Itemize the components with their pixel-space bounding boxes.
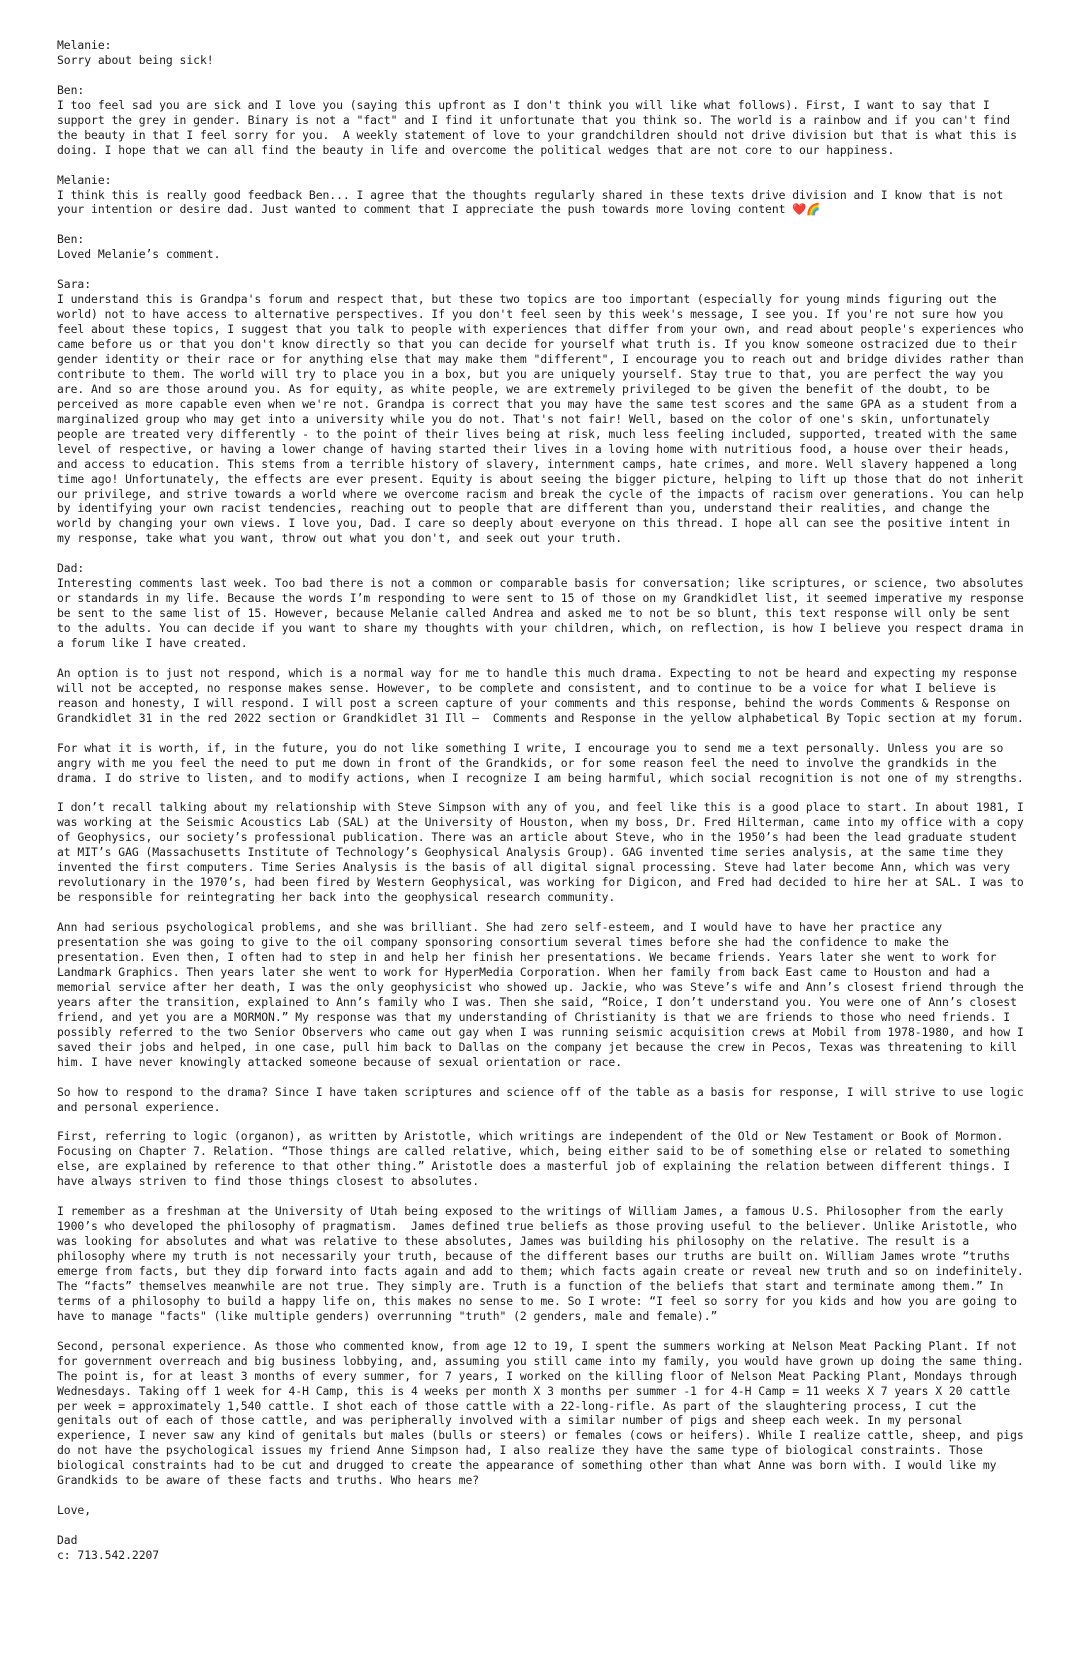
signature-name: Dad — [57, 1533, 78, 1548]
response-paragraph: I remember as a freshman at the University of Utah being exposed to the writings of William James, a famous U.S. Philosopher from the early 1900’s who developed the philosophy of pragmatism. James defined true beliefs as those proving useful to the believer. Unlike Aristotle, who was looking for absolutes and what was relative to these absolutes, James was building his philosophy on the relative. The result is a philosophy where my truth is not necessarily your truth, because of the different bases our truths are built on. William James wrote “truths emerge from facts, but they dip forward into facts again and add to them; which facts again create or reveal new truth and so on indefinitely. The “facts” themselves meanwhile are not true. They simply are. Truth is a function of the beliefs that start and terminate among them.” In terms of a philosophy to build a happy life on, this makes no sense to me. So I wrote: “I feel so sorry for you kids and how you are going to have to manage "facts" (like multiple genders) overrunning "truth" (2 genders, male and female).” — [57, 1204, 1031, 1323]
response-paragraph: Second, personal experience. As those who commented know, from age 12 to 19, I spent the summers working at Nelson Meat Packing Plant. If not for government overreach and big business lobbying, and, assuming you still came into my family, you would have grown up doing the same thing. The point is, for at least 3 months of every summer, for 7 years, I worked on the killing floor of Nelson Meat Packing Plant, Mondays through Wednesdays. Taking off 1 week for 4-H Camp, this is 4 weeks per month X 3 months per summer -1 for 4-H Camp = 11 weeks X 7 years X 20 cattle per week = approximately 1,540 cattle. I shot each of those cattle with a 22-long-rifle. As part of the slaughtering process, I cut the genitals out of each of those cattle, and was peripherally involved with a similar number of pigs and sheep each week. In my personal experience, I never saw any kind of genitals but males (bulls or steers) or females (cows or heifers). While I realize cattle, sheep, and pigs do not have the psychological issues my friend Anne Simpson had, I also realize they have the same type of biological constraints. Those biological constraints had to be cut and drugged to create the appearance of something other than what Anne was born with. I would like my Grandkids to be aware of these facts and truths. Who hears me? — [57, 1338, 1031, 1488]
response-paragraph: I don’t recall talking about my relationship with Steve Simpson with any of you, and feel like this is a good place to start. In about 1981, I was working at the Seismic Acoustics Lab (SAL) at the University of Houston, when my boss, Dr. Fred Hilterman, came into my office with a copy of Geophysics, our society’s professional publication. There was an article about Steve, who in the 1950’s had been the lead graduate student at MIT’s GAG (Massachusetts Institute of Technology’s Geophysical Analysis Group). GAG invented time series analysis, at the same time they invented the first computers. Time Series Analysis is the basis of all digital signal processing. Steve had later become Ann, which was very revolutionary in the 1970’s, had been fired by Western Geophysical, was working for Digicon, and Fred had decided to hire her at SAL. I was to be responsible for reintegrating her back into the geophysical research community. — [57, 800, 1031, 905]
comment-sara — [57, 277, 1031, 546]
comment-text: I think this is really good feedback Ben... I agree that the thoughts regularly shared in these texts drive division and I know that is not your intention or desire dad. Just wanted to comment that I appreciate the push towards more loving content ❤️🌈 — [57, 187, 1011, 217]
response-paragraph: For what it is worth, if, in the future, you do not like something I write, I encourage you to send me a text personally. Unless you are so angry with me you feel the need to put me down in front of the Grandkids, or for some reason feel the need to involve the grandkids in the drama. I do strive to listen, and to modify actions, when I recognize I am being harmful, which social recognition is not one of my strengths. — [57, 740, 1024, 785]
closing-block — [57, 1503, 1027, 1518]
speaker-name: Melanie: — [57, 172, 112, 187]
response-paragraph: An option is to just not respond, which is a normal way for me to handle this much drama. Expecting to not be heard and expecting my response will not be accepted, no response makes sense. However, to be complete and consistent, and to continue to be a voice for what I believe is reason and honesty, I will respond. I will post a screen capture of your comments and this response, behind the words Comments & Response on Grandkidlet 31 in the red 2022 section or Grandkidlet 31 Ill – Comments and Response in the yellow alphabetical By Topic section at my forum. — [57, 665, 1024, 725]
phone-number: c: 713.542.2207 — [57, 1548, 160, 1563]
comment-text: I understand this is Grandpa's forum and respect that, but these two topics are too important (especially for young minds figuring out the world) not to have access to alternative perspectives. If you don't feel seen by this week's message, I see you. If you're not sure how you feel about these topics, I suggest that you talk to people with experiences that differ from your own, and read about people's experiences who came before us or that you don't know directly so that you can decide for yourself what truth is. If you know someone ostracized due to their gender identity or their race or for anything else that may make them "different", I encourage you to reach out and bridge divides rather than contribute to them. The world will try to place you in a box, but you are uniquely yourself. Stay true to that, you are perfect the way you are. And so are those around you. As for equity, as white people, we are extremely privileged to be given the benefit of the doubt, to be perceived as more capable even when we're not. Grandpa is correct that you may have the same test scores and the same GPA as a student from a marginalized group who may get into a university while you do not. That's not fair! Well, based on the color of one's skin, unfortunately people are treated very differently - to the point of their lives being at risk, much less feeling included, supported, treated with the same level of respective, or having a lower change of having started their lives in a loving home with nutritious food, a house over their heads, and access to education. This stems from a terrible history of slavery, internment camps, hate crimes, and more. Well slavery happened a long time ago! Unfortunately, the effects are ever present. Equity is about seeing the bigger picture, helping to lift up those that do not inherit our privilege, and strive towards a world where we overcome racism and break the cycle of the impacts of racism over generations. You can help by identifying your own racist tendencies, reaching out to people that are different than you, understand their realities, and change the world by changing your own views. I love you, Dad. I care so deeply about everyone on this thread. I hope all can see the positive intent in my response, take what you want, throw out what you don't, and seek out your truth. — [57, 292, 1031, 546]
comment-text: I too feel sad you are sick and I love you (saying this upfront as I don't think you will like what follows). First, I want to say that I support the grey in gender. Binary is not a "fact" and I find it unfortunate that you think so. The world is a rainbow and if you can't find the beauty in that I feel sorry for you. A weekly statement of love to your grandchildren should not drive division but that is what this is doing. I hope that we can all find the beauty in life and overcome the political wedges that are not core to our happiness. — [57, 97, 1024, 157]
comment-ben-1 — [57, 83, 1027, 158]
speaker-name: Ben: — [57, 232, 85, 247]
speaker-name: Sara: — [57, 277, 92, 292]
comment-melanie-2 — [57, 173, 1027, 218]
response-paragraph: First, referring to logic (organon), as written by Aristotle, which writings are independent of the Old or New Testament or Book of Mormon. Focusing on Chapter 7. Relation. “Those things are called relative, which, being either said to be of something else or related to something else, are explained by reference to that other thing.” Aristotle does a masterful job of explaining the relation between different things. I have always striven to find those things closest to absolutes. — [57, 1129, 1017, 1189]
comment-text: Sorry about being sick! — [57, 52, 214, 67]
response-paragraph: So how to respond to the drama? Since I have taken scriptures and science off of the table as a basis for response, I will strive to use logic and personal experience. — [57, 1084, 1031, 1114]
comment-melanie-1 — [57, 38, 1027, 68]
message-document — [57, 38, 1031, 1578]
response-dad — [57, 561, 1031, 1488]
signature-block — [57, 1533, 1027, 1563]
response-paragraph: Ann had serious psychological problems, and she was brilliant. She had zero self-esteem, and I would have to have her practice any presentation she was going to give to the oil company sponsoring consortium several times before she had the confidence to make the presentation. Even then, I often had to step in and help her finish her presentations. We became friends. Years later she went to work for Landmark Graphics. Then years later she went to work for HyperMedia Corporation. When her family from back East came to Houston and had a memorial service after her death, I was the only geophysicist who showed up. Jackie, who was Steve’s wife and Ann’s closest friend through the years after the transition, explained to Ann’s family who I was. Then she said, “Roice, I don’t understand you. You were one of Ann’s closest friend, and yet you are a MORMON.” My response was that my understanding of Christianity is that we are friends to those who need friends. I possibly referred to the two Senior Observers who came out gay when I was running seismic acquisition crews at Mobil from 1978-1980, and how I saved their jobs and helped, in one case, pull him back to Dallas on the company jet because the crew in Pecos, Texas was threatening to kill him. I have never knowingly attacked someone because of sexual orientation or race. — [57, 920, 1031, 1069]
comment-text: Loved Melanie’s comment. — [57, 247, 221, 262]
speaker-name: Dad: — [57, 561, 85, 576]
closing-text: Love, — [57, 1503, 92, 1518]
response-paragraph: Interesting comments last week. Too bad there is not a common or comparable basis for conversation; like scriptures, or science, two absolutes or standards in my life. Because the words I’m responding to were sent to 15 of those on my Grandkidlet list, it seemed imperative my response be sent to the same list of 15. However, because Melanie called Andrea and asked me to not be so blunt, this text response will only be sent to the adults. You can decide if you want to share my thoughts with your children, which, on reflection, is how I believe you respect drama in a forum like I have created. — [57, 576, 1031, 651]
speaker-name: Ben: — [57, 82, 85, 97]
speaker-name: Melanie: — [57, 38, 112, 52]
comment-ben-2 — [57, 232, 1027, 262]
